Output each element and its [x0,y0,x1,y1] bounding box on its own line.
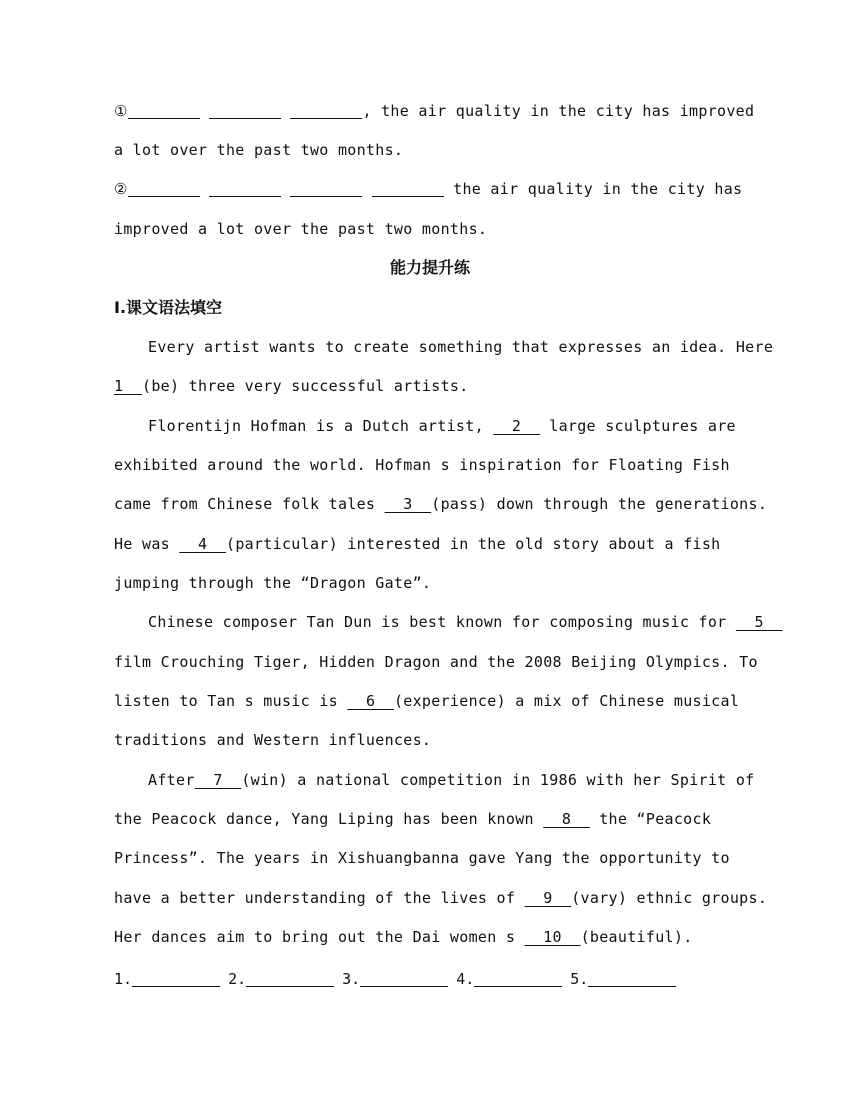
sentence-2-blank-1[interactable] [128,182,200,197]
blank-5[interactable]: 5 [735,613,783,631]
passage-text: large sculptures are [539,417,736,435]
blank-2[interactable]: 2 [493,417,540,435]
passage-p2-line-3 [114,494,767,514]
sentence-1-blank-2[interactable] [209,104,281,119]
sentence-1-line-1 [114,101,754,121]
blank-10[interactable]: 10 [524,928,581,946]
blank-9[interactable]: 9 [524,889,572,907]
passage-p3-line-2: film Crouching Tiger, Hidden Dragon and the 2008 Beijing Olympics. To [114,653,758,671]
passage-p3-line-1 [148,612,783,632]
passage-p2-line-2: exhibited around the world. Hofman s inspiration for Floating Fish [114,456,730,474]
answer-row [114,969,684,989]
sentence-2-line-1 [114,179,742,199]
sentence-2-blank-3[interactable] [290,182,362,197]
passage-text: (particular) interested in the old story about a fish [225,535,721,553]
passage-p4-line-1 [148,770,755,790]
sentence-2-blank-2[interactable] [209,182,281,197]
passage-text: Her dances aim to bring out the Dai women s [114,928,525,946]
answer-item-3 [342,969,448,989]
answer-blank-1[interactable] [132,972,220,987]
sentence-1-blank-1[interactable] [128,104,200,119]
passage-p1-line-1: Every artist wants to create something that expresses an idea. Here [148,338,774,356]
passage-p2-line-4 [114,534,721,554]
answer-item-2 [228,969,334,989]
passage-text: the Peacock dance, Yang Liping has been known [114,810,544,828]
answer-label: 5. [570,970,589,988]
section-heading: 能力提升练 [389,258,470,277]
passage-p3-line-3 [114,691,739,711]
passage-text: (pass) down through the generations. [431,495,768,513]
passage-p2-line-5: jumping through the “Dragon Gate”. [114,574,432,592]
blank-6[interactable]: 6 [347,692,394,710]
passage-p4-line-2 [114,809,711,829]
answer-blank-3[interactable] [360,972,448,987]
passage-text: After [148,771,195,789]
sentence-1-marker: ① [114,102,128,120]
passage-p3-line-4: traditions and Western influences. [114,731,432,749]
passage-text: Florentijn Hofman is a Dutch artist, [148,417,494,435]
passage-text: He was [114,535,180,553]
passage-text: listen to Tan s music is [114,692,348,710]
answer-blank-2[interactable] [246,972,334,987]
blank-1[interactable]: 1 [114,377,142,395]
passage-text: came from Chinese folk tales [114,495,385,513]
passage-p4-line-5 [114,927,693,947]
blank-3[interactable]: 3 [384,495,432,513]
answer-blank-4[interactable] [474,972,562,987]
answer-label: 4. [456,970,475,988]
sentence-1-text: , the air quality in the city has improved [362,102,755,120]
passage-p4-line-3: Princess”. The years in Xishuangbanna gave Yang the opportunity to [114,849,730,867]
sentence-2-marker: ② [114,180,128,198]
blank-4[interactable]: 4 [179,535,226,553]
sentence-1-line-2: a lot over the past two months. [114,141,404,159]
passage-p1-line-2 [114,376,469,396]
passage-text: have a better understanding of the lives of [114,889,525,907]
answer-item-5 [570,969,676,989]
answer-blank-5[interactable] [588,972,676,987]
section-title: Ⅰ.课文语法填空 [114,298,223,317]
passage-text: (experience) a mix of Chinese musical [393,692,740,710]
sentence-2-blank-4[interactable] [372,182,444,197]
blank-8[interactable]: 8 [543,810,590,828]
passage-text: (beautiful). [580,928,693,946]
answer-item-4 [456,969,562,989]
answer-label: 1. [114,970,133,988]
answer-label: 2. [228,970,247,988]
sentence-1-blank-3[interactable] [290,104,362,119]
answer-label: 3. [342,970,361,988]
sentence-2-text: the air quality in the city has [443,180,743,198]
passage-text: (vary) ethnic groups. [571,889,768,907]
passage-p2-line-1 [148,416,736,436]
passage-text: (win) a national competition in 1986 with her Spirit of [241,771,755,789]
passage-text: the “Peacock [589,810,712,828]
answer-item-1 [114,969,220,989]
passage-p4-line-4 [114,888,767,908]
passage-text: Chinese composer Tan Dun is best known for composing music for [148,613,736,631]
sentence-2-line-2: improved a lot over the past two months. [114,220,488,238]
passage-text: (be) three very successful artists. [142,377,469,395]
blank-7[interactable]: 7 [194,771,242,789]
